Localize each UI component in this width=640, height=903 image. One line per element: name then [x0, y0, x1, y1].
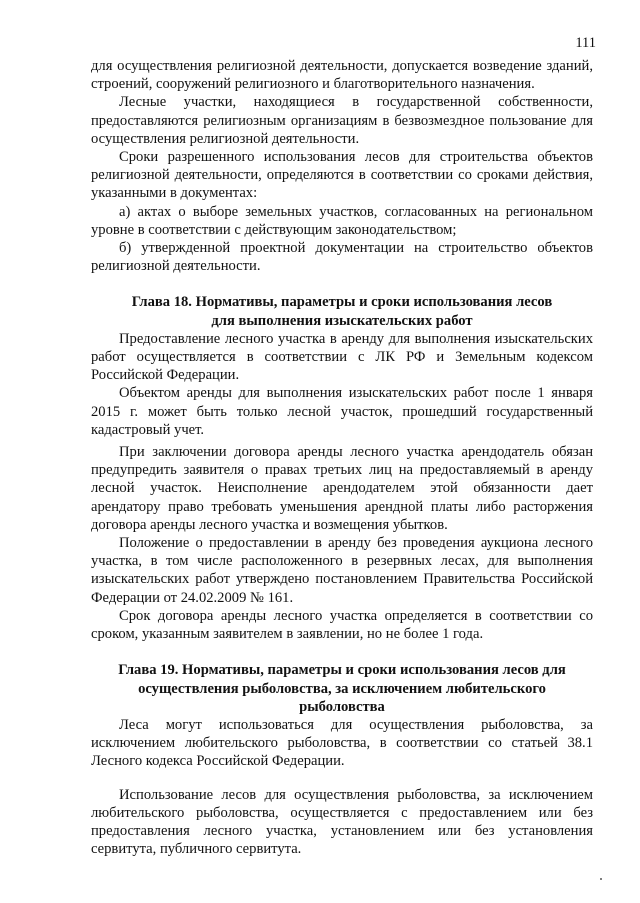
chapter-18-title [91, 293, 593, 329]
paragraph: При заключении договора аренды лесного участка арендодатель обязан предупредить заявителя о правах третьих лиц на предоставляемый в аренду лесной участок. Неисполнение арендодателем этой обязанности дает арендатору право требовать уменьшения арендной платы либо расторжения договора аренды лесного участка и возмещения убытков. [91, 444, 593, 533]
list-item: а) актах о выборе земельных участков, согласованных на региональном уровне в соответствии с действующим законодательством; [91, 203, 593, 238]
chapter-18-title-line-1: Глава 18. Нормативы, параметры и сроки использования лесов [131, 294, 553, 311]
paragraph: Срок договора аренды лесного участка определяется в соответствии со сроком, указанным заявителем в заявлении, но не более 1 года. [91, 607, 593, 643]
scan-mark [600, 878, 602, 880]
paragraph: Объектом аренды для выполнения изыскательских работ после 1 января 2015 г. может быть только лесной участок, прошедший государственный кадастровый учет. [91, 385, 593, 438]
chapter-19-title-line-1: Глава 19. Нормативы, параметры и сроки использования лесов для [118, 662, 566, 679]
chapter-19-title [91, 661, 593, 716]
paragraph: Предоставление лесного участка в аренду для выполнения изыскательских работ осуществляется в соответствии с ЛК РФ и Земельным кодексом Российской Федерации. [91, 330, 593, 384]
list-item: б) утвержденной проектной документации на строительство объектов религиозной деятельности. [91, 240, 593, 275]
page-number: 111 [575, 35, 596, 51]
spacer [91, 275, 593, 293]
paragraph: Лесные участки, находящиеся в государственной собственности, предоставляются религиозным организациям в безвозмездное пользование для осуществления религиозной деятельности. [91, 94, 593, 147]
spacer [91, 643, 593, 661]
paragraph: Использование лесов для осуществления рыболовства, за исключением любительского рыболовства, осуществляется с предоставлением или без предоставления лесного участка, установлением или без установления сервитута, публичного сервитута. [91, 786, 593, 858]
paragraph: для осуществления религиозной деятельности, допускается возведение зданий, строений, сооружений религиозного и благотворительного назначения. [91, 58, 593, 93]
chapter-19-title-line-2: осуществления рыболовства, за исключением любительского [138, 680, 546, 697]
paragraph: Положение о предоставлении в аренду без проведения аукциона лесного участка, в том числе расположенного в резервных лесах, для выполнения изыскательских работ утверждено постановлением Правительства Российской Федерации от 24.02.2009 № 161. [91, 535, 593, 606]
spacer [91, 771, 593, 786]
paragraph: Леса могут использоваться для осуществления рыболовства, за исключением любительского рыболовства, в соответствии со статьей 38.1 Лесного кодекса Российской Федерации. [91, 716, 593, 770]
paragraph: Сроки разрешенного использования лесов для строительства объектов религиозной деятельности, определяются в соответствии со сроками действия, указанными в документах: [91, 149, 593, 202]
chapter-18-title-line-2: для выполнения изыскательских работ [211, 312, 473, 329]
chapter-19-title-line-3: рыболовства [299, 698, 385, 715]
page-content [91, 57, 593, 858]
